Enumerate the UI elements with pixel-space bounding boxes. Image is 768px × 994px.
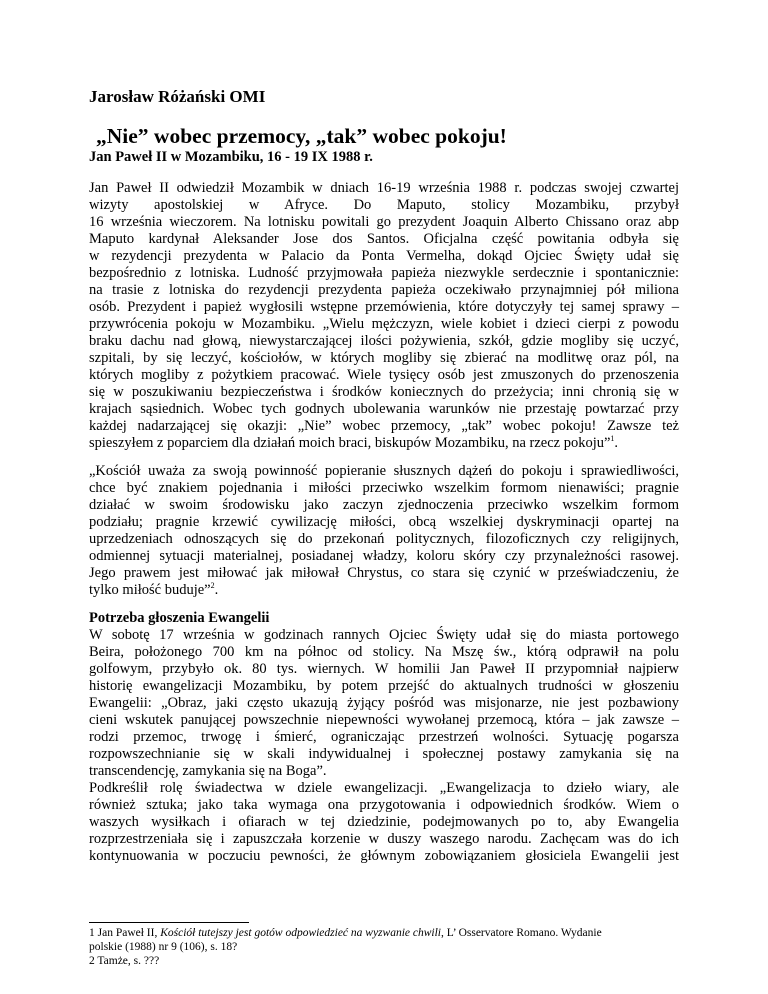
paragraph-line: wizyty apostolskiej w Afryce. Do Maputo, stolicy Mozambiku, przybył <box>89 197 679 213</box>
paragraph-line: na trasie z lotniska do rezydencji prezydenta papieża oczekiwało przynajmniej pół miliona <box>89 282 679 298</box>
paragraph-line: szpitali, by się leczyć, kościołów, w których mogliby się zbierać na modlitwę oraz pól, na <box>89 350 679 366</box>
paragraph-line: również sztuka; jako taka wymaga ona przygotowania i odpowiednich środków. Wiem o <box>89 797 679 813</box>
footnote-ref: 2 <box>210 581 215 591</box>
paragraph-line <box>89 582 679 599</box>
paragraph-line: których mogliby z pożytkiem pracować. Wiele tysięcy osób jest zmuszonych do przenoszenia <box>89 367 679 383</box>
footnote-1 <box>89 926 679 940</box>
punctuation: . <box>214 582 219 598</box>
footnote-text: , L’ Osservatore Romano. Wydanie <box>441 927 602 939</box>
paragraph-line: chce być znakiem pojednania i miłości przeciwko wszelkim formom nienawiści; pragnie <box>89 480 679 496</box>
paragraph-line: w rezydencji prezydenta w Palacio da Ponta Vermelha, dokąd Ojciec Święty udał się <box>89 248 679 264</box>
paragraph-line: się w poszukiwaniu bezpieczeństwa i środków koniecznych do przeżycia; inni chronią się w <box>89 384 679 400</box>
paragraph-line: „Kościół uważa za swoją powinność popieranie słusznych dążeń do pokoju i sprawiedliwości, <box>89 463 679 479</box>
paragraph-line: każdej nadarzającej się okazji: „Nie” wobec przemocy, „tak” wobec pokoju! Zawsze też <box>89 418 679 434</box>
paragraph-line: przywrócenia pokoju w Mozambiku. „Wielu mężczyzn, wiele kobiet i dzieci cierpi z powodu <box>89 316 679 332</box>
paragraph-line: Maputo kardynał Aleksander Jose dos Santos. Oficjalna część powitania odbyła się <box>89 231 679 247</box>
paragraph-line: działać w swoim środowisku jako zaczyn zjednoczenia przeciwko wszelkim formom <box>89 497 679 513</box>
section-heading: Potrzeba głoszenia Ewangelii <box>89 610 270 626</box>
paragraph-line: Podkreślił rolę świadectwa w dziele ewangelizacji. „Ewangelizacja to dzieło wiary, ale <box>89 780 679 796</box>
paragraph-line: podziału; pragnie krzewić cywilizację miłości, obcą wszelkiej dyskryminacji opartej na <box>89 514 679 530</box>
footnote-ref: 1 <box>610 434 615 444</box>
paragraph-line: odmiennej sytuacji materialnej, posiadanej władzy, koloru skóry czy przynależności rasowej. <box>89 548 679 564</box>
document-subtitle: Jan Paweł II w Mozambiku, 16 - 19 IX 1988 r. <box>89 149 373 165</box>
paragraph-line: krajach sąsiednich. Wobec tych godnych ubolewania warunków nie przestaję powtarzać przy <box>89 401 679 417</box>
paragraph-line: osób. Prezydent i papież wygłosili wstępne przemówienia, które dotyczyły tej samej sprawy – <box>89 299 679 315</box>
paragraph-line: Jan Paweł II odwiedził Mozambik w dniach 16-19 września 1988 r. podczas swojej czwartej <box>89 180 679 196</box>
paragraph-line: uprzedzeniach odnoszących się do przekonań politycznych, filozoficznych czy religijnych, <box>89 531 679 547</box>
footnote-text: 1 Jan Paweł II, <box>89 927 161 939</box>
paragraph-line: golfowym, przybyło ok. 80 tys. wiernych. W homilii Jan Paweł II przypomniał najpierw <box>89 661 679 677</box>
document-title: „Nie” wobec przemocy, „tak” wobec pokoju! <box>96 124 507 148</box>
author: Jarosław Różański OMI <box>89 87 266 106</box>
paragraph-line: rozprzestrzeniała się i zapuszczała korzenie w duszy waszego narodu. Zachęcam was do ich <box>89 831 679 847</box>
paragraph-line: cieni wskutek panującej powszechnie niepewności wywołanej przemocą, która – jak zawsze – <box>89 712 679 728</box>
paragraph-line: Ewangelii: „Obraz, jaki często ukazują żyjący pośród was misjonarze, nie jest pozbawiony <box>89 695 679 711</box>
footnote-cited-title: Kościół tutejszy jest gotów odpowiedzieć na wyzwanie chwili <box>160 927 441 939</box>
footnote-divider <box>89 922 249 923</box>
paragraph-line: 16 września wieczorem. Na lotnisku powitali go prezydent Joaquin Alberto Chissano oraz abp <box>89 214 679 230</box>
paragraph-line: Jego prawem jest miłować jak miłował Chrystus, co stara się czynić w przeświadczeniu, że <box>89 565 679 581</box>
paragraph-line: kontynuowania w poczuciu pewności, że głównym zobowiązaniem głosiciela Ewangelii jest <box>89 848 679 864</box>
paragraph-line: braku dachu nad głową, niewystarczającej ilości pożywienia, szkół, gdzie mogliby się uczyć, <box>89 333 679 349</box>
paragraph-line: transcendencję, zamykania się na Boga”. <box>89 763 327 779</box>
footnote-2: 2 Tamże, s. ??? <box>89 955 160 967</box>
punctuation: . <box>614 435 619 451</box>
paragraph-line: W sobotę 17 września w godzinach rannych Ojciec Święty udał się do miasta portowego <box>89 627 679 643</box>
paragraph-line: rozpowszechnianie się w skali indywidualnej i społecznej postawy zamykania się na <box>89 746 679 762</box>
paragraph-line: rodzi przemoc, trwogę i śmierć, ograniczając przestrzeń wolności. Sytuację pogarsza <box>89 729 679 745</box>
paragraph-text: spieszyłem z poparciem dla działań moich braci, biskupów Mozambiku, na rzecz pokoju” <box>89 435 611 451</box>
paragraph-line: Beira, położonego 700 km na północ od stolicy. Na Mszę św., którą odprawił na polu <box>89 644 679 660</box>
paragraph-text: tylko miłość buduje” <box>89 582 211 598</box>
footnote-1-continued: polskie (1988) nr 9 (106), s. 18? <box>89 941 238 953</box>
paragraph-line: bezpośrednio z lotniska. Ludność przyjmowała papieża niezwykle serdecznie i spontanicznie: <box>89 265 679 281</box>
paragraph-line: historię ewangelizacji Mozambiku, by potem przejść do aktualnych trudności w głoszeniu <box>89 678 679 694</box>
paragraph-line <box>89 435 679 452</box>
paragraph-line: waszych wysiłkach i ofiarach w tej dziedzinie, podejmowanych po to, aby Ewangelia <box>89 814 679 830</box>
